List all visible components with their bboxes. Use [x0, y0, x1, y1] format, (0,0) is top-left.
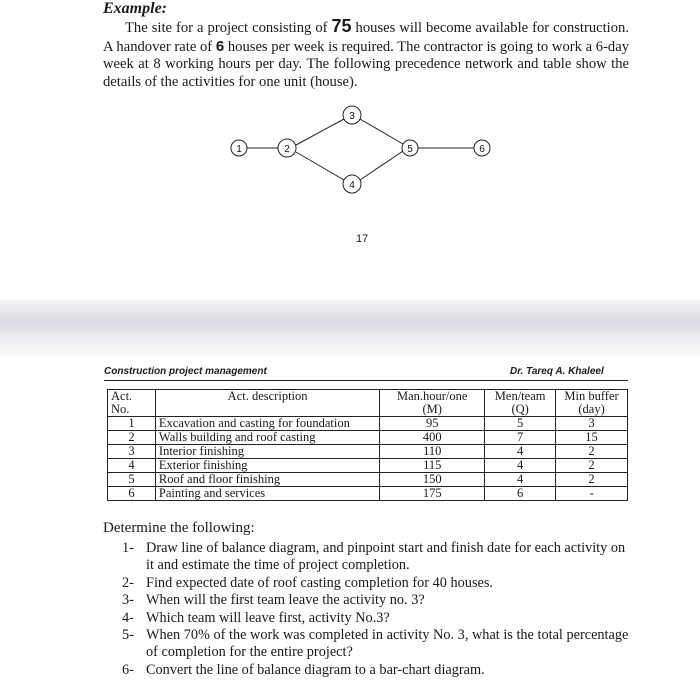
header-description: Act. description [155, 390, 379, 417]
handover-rate: 6 [215, 37, 225, 55]
activities-table [107, 389, 628, 501]
table-row: 5 Roof and floor finishing 150 4 2 [108, 473, 628, 487]
list-item: 1- Draw line of balance diagram, and pinpoint start and finish date for each activity on it and estimate the time of project completion. [122, 540, 626, 574]
table-row: 4 Exterior finishing 115 4 2 [108, 459, 628, 473]
node-3-label: 3 [349, 111, 355, 122]
node-5-label: 5 [407, 144, 413, 155]
precedence-network [0, 0, 700, 300]
intro-part-2: houses will become available for construction. A handover rate of [103, 20, 629, 55]
example-title: Example: [103, 0, 167, 17]
intro-part-3: houses per week is required. The contractor is going to work a 6-day week at 8 working hours per day. The following precedence network and table show the details of the activities for one unit (house). [103, 38, 629, 90]
list-item: 4- Which team will leave first, activity No.3? [122, 609, 390, 626]
header-menteam: Men/team (Q) [485, 390, 556, 417]
page-separator [0, 300, 700, 356]
list-item: 2- Find expected date of roof casting completion for 40 houses. [122, 574, 494, 591]
table-row: 6 Painting and services 175 6 - [108, 487, 628, 501]
list-item: 5- When 70% of the work was completed in activity No. 3, what is the total percentage of completion for the entire project? [122, 627, 629, 661]
houses-count: 75 [331, 16, 352, 36]
determine-heading: Determine the following: [103, 520, 255, 536]
header-manhour: Man.hour/one (M) [380, 390, 485, 417]
node-1-label: 1 [236, 144, 242, 155]
edge-4-5 [360, 151, 403, 180]
table-header-row [108, 390, 628, 417]
node-4-label: 4 [349, 180, 355, 191]
header-rule [104, 380, 628, 381]
table-row: 1 Excavation and casting for foundation 95 5 3 [108, 417, 628, 431]
list-item: 3- When will the first team leave the activity no. 3? [122, 592, 425, 609]
edge-2-3 [296, 119, 344, 145]
header-buffer: Min buffer (day) [556, 390, 628, 417]
table-row: 3 Interior finishing 110 4 2 [108, 445, 628, 459]
node-6-label: 6 [479, 144, 485, 155]
intro-part-1: The site for a project consisting of [125, 20, 332, 36]
question-list [122, 540, 634, 679]
edge-2-4 [296, 152, 344, 180]
table-row: 2 Walls building and roof casting 400 7 15 [108, 431, 628, 445]
node-2-label: 2 [284, 144, 290, 155]
list-item: 6- Convert the line of balance diagram to a bar-chart diagram. [122, 661, 485, 678]
course-header: Construction project management [104, 366, 267, 377]
header-act-no: Act. No. [108, 390, 156, 417]
author-header: Dr. Tareq A. Khaleel [510, 366, 604, 377]
edge-3-5 [360, 119, 403, 144]
page-number: 17 [356, 233, 369, 245]
